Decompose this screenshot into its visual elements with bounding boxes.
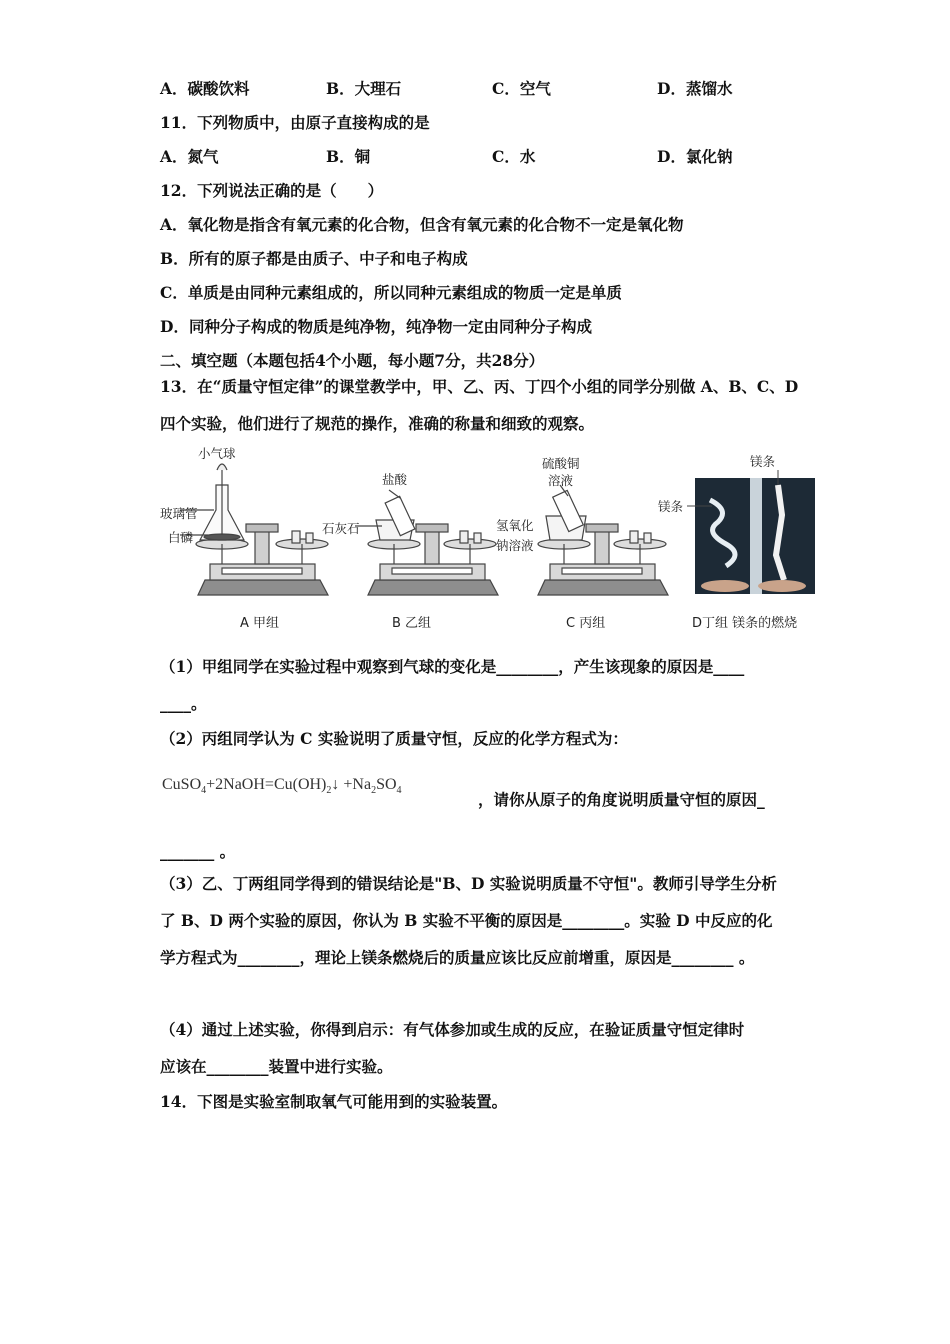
q13-part4-line2: 应该在________装置中进行实验。 xyxy=(160,1057,393,1076)
balance-c xyxy=(538,485,668,595)
q12-stem: 12．下列说法正确的是（ ） xyxy=(160,181,384,200)
q12-option-b: B．所有的原子都是由质子、中子和电子构成 xyxy=(160,249,468,268)
formula-sub: 4 xyxy=(201,785,207,797)
label-white-phosphorus: 白磷 xyxy=(168,530,194,545)
q13-part2-tail: ，请你从原子的角度说明质量守恒的原因_ xyxy=(478,790,765,809)
photo-d xyxy=(687,470,815,594)
q10-option-a: A．碳酸饮料 xyxy=(160,79,250,98)
experiment-illustration xyxy=(150,440,830,640)
caption-b: B 乙组 xyxy=(392,616,432,631)
q13-part3-line2: 了 B、D 两个实验的原因，你认为 B 实验不平衡的原因是________。实验 D 中反应的化 xyxy=(160,911,773,930)
q13-part3-line1: （3）乙、丁两组同学得到的错误结论是"B、D 实验说明质量不守恒"。教师引导学生分析 xyxy=(160,874,777,893)
q13-stem-line2: 四个实验，他们进行了规范的操作，准确的称量和细致的观察。 xyxy=(160,414,595,433)
q13-part3-line3: 学方程式为________，理论上镁条燃烧后的质量应该比反应前增重，原因是________ 。 xyxy=(160,948,755,967)
label-cuso4-line1: 硫酸铜 xyxy=(542,456,580,471)
label-mg-left: 镁条 xyxy=(658,499,684,514)
q11-option-a: A．氮气 xyxy=(160,147,219,166)
q13-part4-line1: （4）通过上述实验，你得到启示：有气体参加或生成的反应，在验证质量守恒定律时 xyxy=(160,1020,745,1039)
caption-c: C 丙组 xyxy=(566,616,606,631)
q13-part1-line1: （1）甲组同学在实验过程中观察到气球的变化是________，产生该现象的原因是____ xyxy=(160,657,745,676)
label-glass-tube: 玻璃管 xyxy=(160,506,198,521)
q11-stem: 11．下列物质中，由原子直接构成的是 xyxy=(160,113,430,132)
label-cuso4-line2: 溶液 xyxy=(548,473,574,488)
q12-option-d: D．同种分子构成的物质是纯净物，纯净物一定由同种分子构成 xyxy=(160,317,592,336)
q12-option-a: A．氧化物是指含有氧元素的化合物，但含有氧元素的化合物不一定是氧化物 xyxy=(160,215,684,234)
chemical-equation xyxy=(162,776,402,796)
q12-option-c: C．单质是由同种元素组成的，所以同种元素组成的物质一定是单质 xyxy=(160,283,622,302)
label-hcl: 盐酸 xyxy=(382,472,408,487)
formula-part: +2NaOH=Cu xyxy=(206,776,293,793)
q10-option-b: B．大理石 xyxy=(326,79,402,98)
q11-option-b: B．铜 xyxy=(326,147,371,166)
q11-option-c: C．水 xyxy=(492,147,536,166)
label-naoh-line2: 钠溶液 xyxy=(496,538,534,553)
formula-sub: 2 xyxy=(326,785,332,797)
formula-part: (OH) xyxy=(292,776,327,793)
experiment-figure xyxy=(150,440,830,640)
label-limestone: 石灰石 xyxy=(322,521,360,536)
formula-part: SO xyxy=(376,776,397,793)
q14-stem: 14．下图是实验室制取氧气可能用到的实验装置。 xyxy=(160,1092,508,1111)
formula-sub: 4 xyxy=(396,785,402,797)
q10-option-c: C．空气 xyxy=(492,79,551,98)
caption-a: A 甲组 xyxy=(240,616,280,631)
balance-a xyxy=(180,464,328,595)
label-balloon: 小气球 xyxy=(198,446,236,461)
label-mg-top: 镁条 xyxy=(750,454,776,469)
section-heading: 二、填空题（本题包括4个小题，每小题7分，共28分） xyxy=(160,351,545,370)
balance-b xyxy=(355,490,498,595)
q10-option-d: D．蒸馏水 xyxy=(657,79,733,98)
q13-part2-line3: _______ 。 xyxy=(160,842,236,861)
label-naoh-line1: 氢氧化 xyxy=(496,518,534,533)
q13-part1-line2: ____。 xyxy=(160,694,207,713)
formula-part: CuSO xyxy=(162,776,202,793)
q13-stem-line1: 13．在“质量守恒定律”的课堂教学中，甲、乙、丙、丁四个小组的同学分别做 A、B、C、D xyxy=(160,377,799,396)
formula-sub: 2 xyxy=(371,785,377,797)
q13-part2-line1: （2）丙组同学认为 C 实验说明了质量守恒，反应的化学方程式为： xyxy=(160,729,628,748)
caption-d: D丁组 镁条的燃烧 xyxy=(692,616,798,631)
formula-part: ↓ +Na xyxy=(331,776,372,793)
q11-option-d: D．氯化钠 xyxy=(657,147,733,166)
